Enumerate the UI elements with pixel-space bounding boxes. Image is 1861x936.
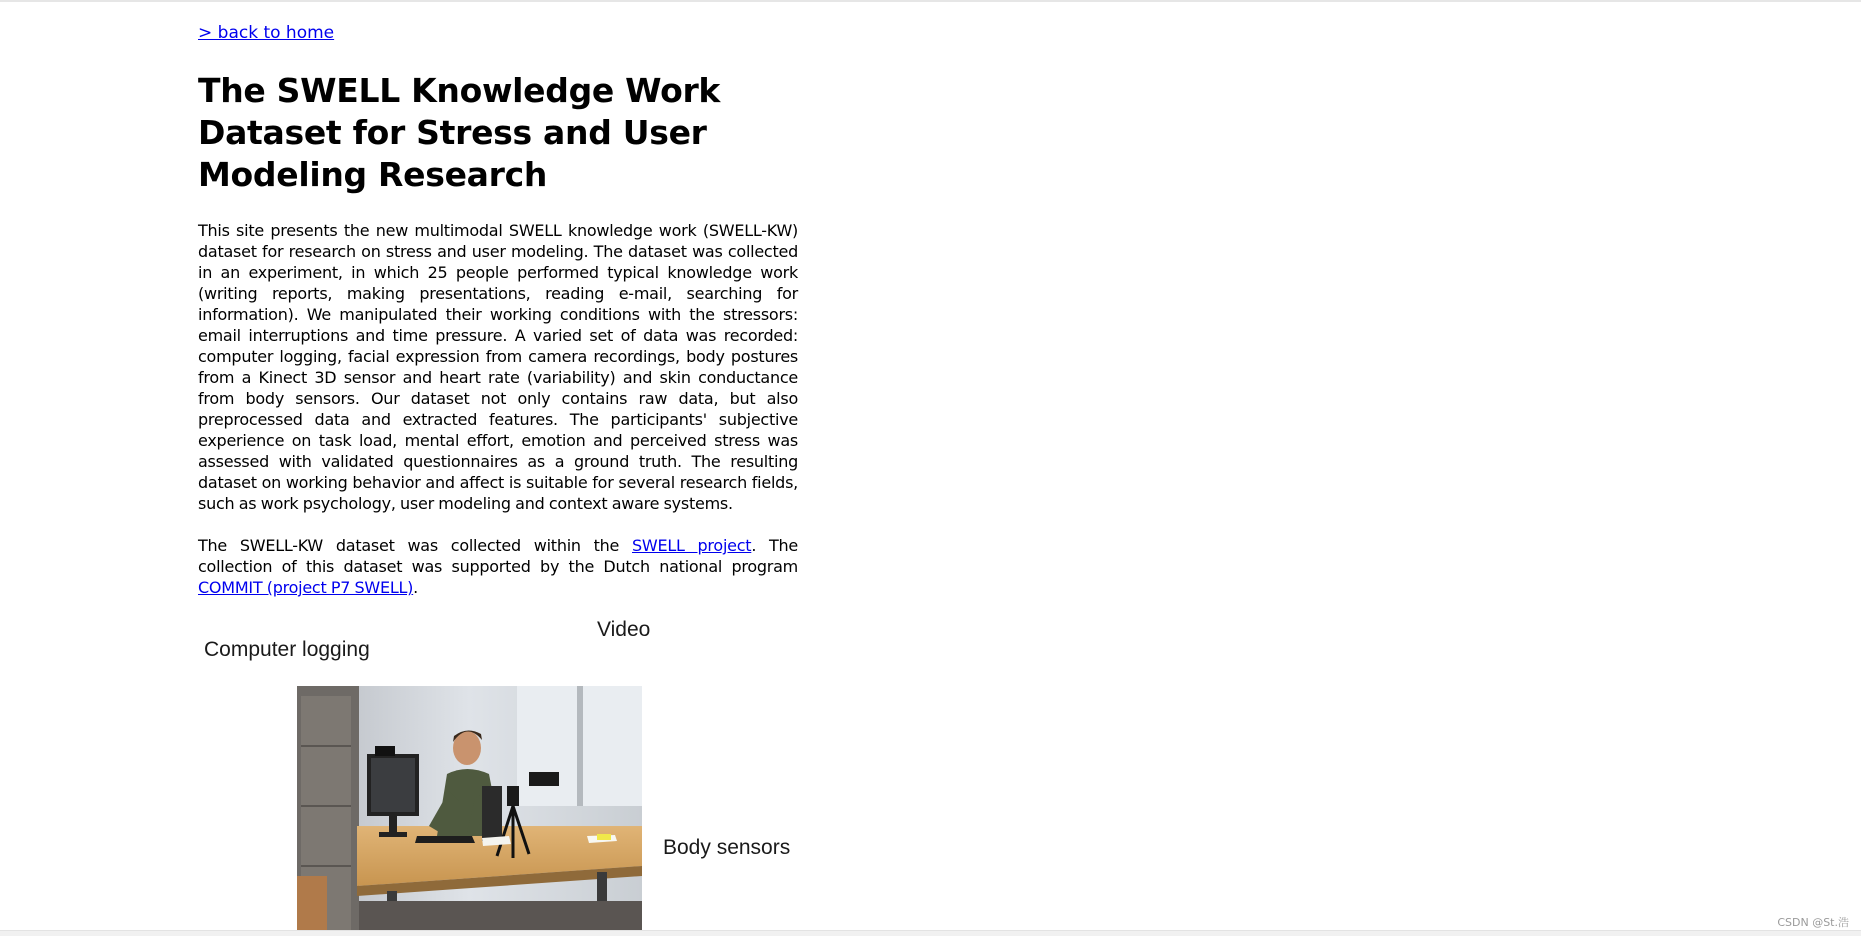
intro-paragraph: This site presents the new multimodal SWELL knowledge work (SWELL-KW) dataset for research on stress and user modeling. The dataset was collected in an experiment, in which 25 people performed typical knowledge work (writing reports, making presentations, reading e-mail, searching for information). We manipulated their working conditions with the stressors: email interruptions and time pressure. A varied set of data was recorded: computer logging, facial expression from camera recordings, body postures from a Kinect 3D sensor and heart rate (variability) and skin conductance from body sensors. Our dataset not only contains raw data, but also preprocessed data and extracted features. The participants' subjective experience on task load, mental effort, emotion and perceived stress was assessed with validated questionnaires as a ground truth. The resulting dataset on working behavior and affect is suitable for several research fields, such as work psychology, user modeling and context aware systems. xyxy=(198,221,798,513)
setup-figure xyxy=(198,612,798,932)
funding-text-1: The SWELL-KW dataset was collected within the xyxy=(198,536,633,555)
main-content xyxy=(198,18,798,598)
figure-label-computer-logging: Computer logging xyxy=(204,638,370,661)
figure-label-video: Video xyxy=(597,618,651,641)
bottom-scrollbar-track xyxy=(0,930,1861,936)
watermark: CSDN @St.浩 xyxy=(1777,916,1849,929)
experiment-photo xyxy=(297,686,642,932)
swell-project-link[interactable]: SWELL project xyxy=(632,536,752,555)
commit-program-link[interactable]: COMMIT (project P7 SWELL) xyxy=(198,578,414,597)
figure-label-body-sensors: Body sensors xyxy=(663,836,791,859)
funding-text-2: . The collection of this dataset was supported by the Dutch national program xyxy=(198,536,799,576)
experiment-photo-illustration xyxy=(297,686,642,932)
funding-text-3: . xyxy=(413,578,418,597)
back-to-home-link[interactable]: > back to home xyxy=(198,23,335,43)
page-title: The SWELL Knowledge Work Dataset for Stress and User Modeling Research xyxy=(198,71,721,194)
top-border xyxy=(0,0,1861,2)
funding-paragraph xyxy=(198,535,798,598)
